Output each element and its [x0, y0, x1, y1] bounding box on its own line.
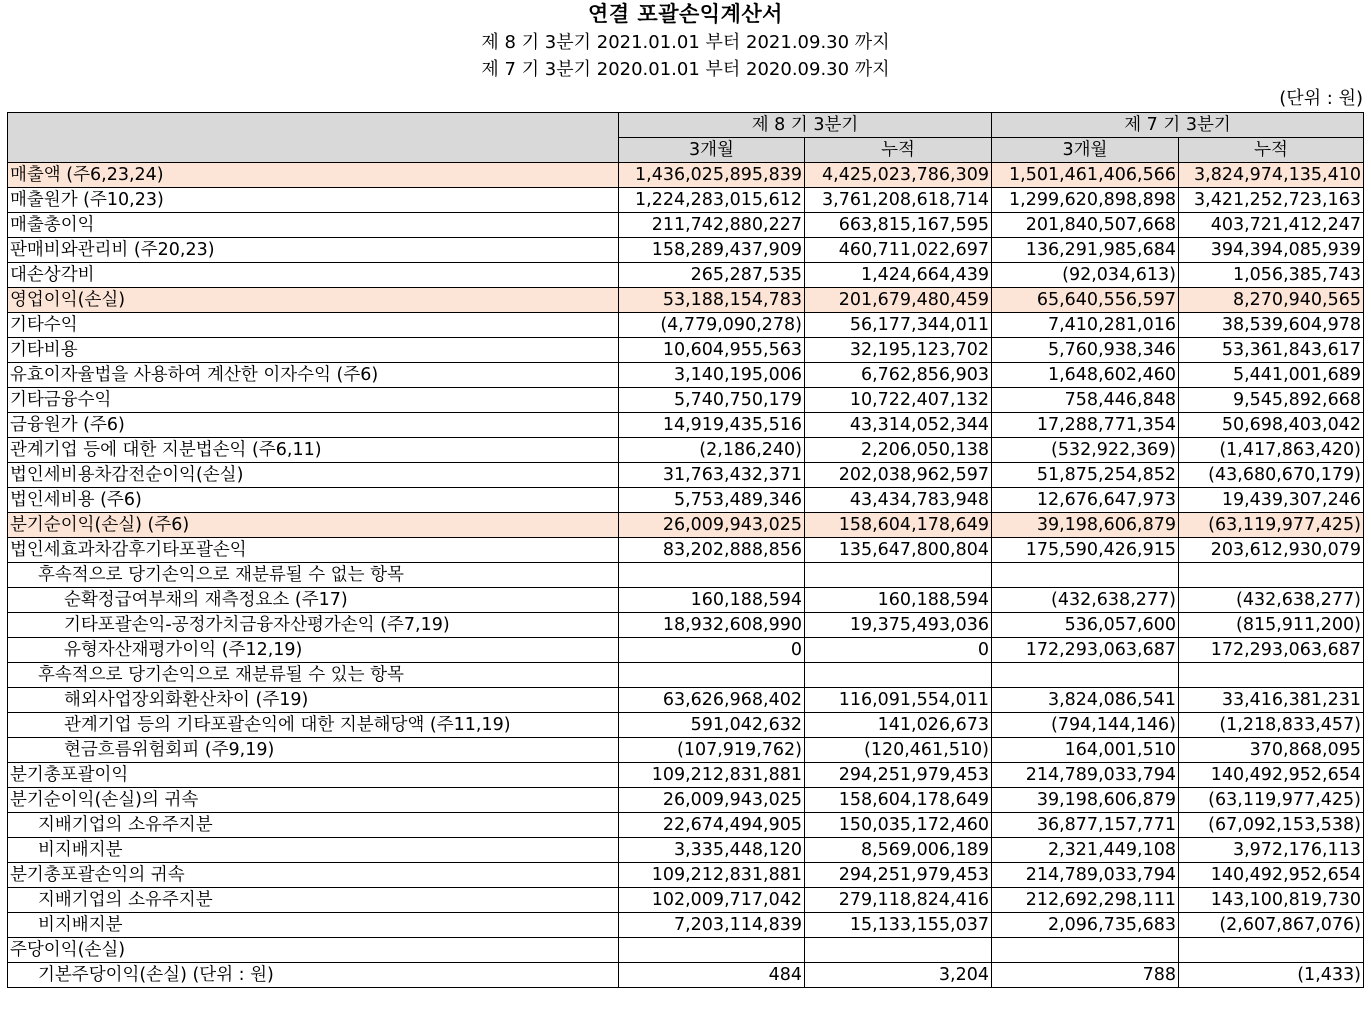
cell-current-cumulative: 10,722,407,132: [805, 388, 992, 413]
row-label: 해외사업장외화환산차이 (주19): [8, 688, 619, 713]
cell-prior-3m: (432,638,277): [992, 588, 1179, 613]
cell-current-3m: 83,202,888,856: [619, 538, 805, 563]
table-row: [8, 163, 1364, 188]
cell-current-cumulative: 294,251,979,453: [805, 863, 992, 888]
cell-prior-3m: 788: [992, 963, 1179, 988]
cell-current-cumulative: 3,761,208,618,714: [805, 188, 992, 213]
table-row: [8, 788, 1364, 813]
row-label: 분기총포괄손익의 귀속: [8, 863, 619, 888]
cell-current-cumulative: 663,815,167,595: [805, 213, 992, 238]
cell-prior-cumulative: 370,868,095: [1179, 738, 1364, 763]
row-label: 후속적으로 당기손익으로 재분류될 수 없는 항목: [8, 563, 619, 588]
cell-prior-cumulative: (432,638,277): [1179, 588, 1364, 613]
cell-current-3m: 591,042,632: [619, 713, 805, 738]
cell-current-3m: 265,287,535: [619, 263, 805, 288]
row-label: 비지배지분: [8, 913, 619, 938]
cell-prior-cumulative: 3,824,974,135,410: [1179, 163, 1364, 188]
header-prior-3m: 3개월: [992, 138, 1179, 163]
cell-prior-3m: 3,824,086,541: [992, 688, 1179, 713]
cell-prior-cumulative: (63,119,977,425): [1179, 788, 1364, 813]
cell-prior-3m: 201,840,507,668: [992, 213, 1179, 238]
cell-current-3m: 109,212,831,881: [619, 863, 805, 888]
header-prior-cumulative: 누적: [1179, 138, 1364, 163]
cell-current-cumulative: [805, 563, 992, 588]
row-label: 분기순이익(손실) (주6): [8, 513, 619, 538]
table-row: [8, 288, 1364, 313]
cell-current-cumulative: 3,204: [805, 963, 992, 988]
cell-prior-3m: [992, 938, 1179, 963]
header-blank: [8, 113, 619, 163]
cell-current-cumulative: 0: [805, 638, 992, 663]
cell-current-3m: 158,289,437,909: [619, 238, 805, 263]
cell-current-3m: 109,212,831,881: [619, 763, 805, 788]
cell-current-3m: 1,224,283,015,612: [619, 188, 805, 213]
row-label: 법인세비용 (주6): [8, 488, 619, 513]
cell-prior-3m: 1,299,620,898,898: [992, 188, 1179, 213]
table-row: [8, 763, 1364, 788]
table-row: [8, 263, 1364, 288]
table-row: [8, 888, 1364, 913]
cell-current-cumulative: 15,133,155,037: [805, 913, 992, 938]
row-label: 관계기업 등에 대한 지분법손익 (주6,11): [8, 438, 619, 463]
cell-prior-cumulative: 8,270,940,565: [1179, 288, 1364, 313]
cell-prior-cumulative: (43,680,670,179): [1179, 463, 1364, 488]
row-label: 매출원가 (주10,23): [8, 188, 619, 213]
table-row: [8, 938, 1364, 963]
header-row-groups: [8, 113, 1364, 138]
cell-prior-cumulative: (1,218,833,457): [1179, 713, 1364, 738]
table-row: [8, 613, 1364, 638]
cell-current-3m: 31,763,432,371: [619, 463, 805, 488]
cell-current-cumulative: 202,038,962,597: [805, 463, 992, 488]
cell-current-cumulative: [805, 663, 992, 688]
cell-prior-cumulative: 394,394,085,939: [1179, 238, 1364, 263]
cell-current-cumulative: 294,251,979,453: [805, 763, 992, 788]
cell-prior-3m: 39,198,606,879: [992, 788, 1179, 813]
cell-prior-cumulative: 140,492,952,654: [1179, 863, 1364, 888]
row-label: 판매비와관리비 (주20,23): [8, 238, 619, 263]
cell-current-cumulative: 135,647,800,804: [805, 538, 992, 563]
cell-prior-3m: 39,198,606,879: [992, 513, 1179, 538]
row-label: 주당이익(손실): [8, 938, 619, 963]
cell-prior-cumulative: (63,119,977,425): [1179, 513, 1364, 538]
cell-prior-cumulative: 5,441,001,689: [1179, 363, 1364, 388]
cell-current-3m: 5,740,750,179: [619, 388, 805, 413]
row-label: 기타금융수익: [8, 388, 619, 413]
cell-current-cumulative: [805, 938, 992, 963]
cell-prior-3m: 2,321,449,108: [992, 838, 1179, 863]
cell-prior-cumulative: (2,607,867,076): [1179, 913, 1364, 938]
cell-prior-cumulative: 140,492,952,654: [1179, 763, 1364, 788]
cell-current-cumulative: 19,375,493,036: [805, 613, 992, 638]
cell-prior-cumulative: (67,092,153,538): [1179, 813, 1364, 838]
row-label: 기타포괄손익-공정가치금융자산평가손익 (주7,19): [8, 613, 619, 638]
cell-prior-cumulative: [1179, 563, 1364, 588]
cell-current-3m: 26,009,943,025: [619, 513, 805, 538]
cell-current-3m: (107,919,762): [619, 738, 805, 763]
table-row: [8, 463, 1364, 488]
table-row: [8, 438, 1364, 463]
cell-prior-3m: [992, 563, 1179, 588]
cell-current-cumulative: 43,434,783,948: [805, 488, 992, 513]
table-row: [8, 713, 1364, 738]
cell-prior-3m: 2,096,735,683: [992, 913, 1179, 938]
table-row: [8, 838, 1364, 863]
cell-prior-cumulative: (1,433): [1179, 963, 1364, 988]
cell-prior-cumulative: [1179, 663, 1364, 688]
cell-current-3m: 211,742,880,227: [619, 213, 805, 238]
cell-prior-cumulative: 19,439,307,246: [1179, 488, 1364, 513]
cell-current-cumulative: 279,118,824,416: [805, 888, 992, 913]
cell-prior-cumulative: 9,545,892,668: [1179, 388, 1364, 413]
cell-prior-3m: 536,057,600: [992, 613, 1179, 638]
row-label: 현금흐름위험회피 (주9,19): [8, 738, 619, 763]
cell-prior-cumulative: 203,612,930,079: [1179, 538, 1364, 563]
row-label: 법인세효과차감후기타포괄손익: [8, 538, 619, 563]
cell-prior-3m: 164,001,510: [992, 738, 1179, 763]
cell-prior-3m: (92,034,613): [992, 263, 1179, 288]
cell-current-cumulative: 2,206,050,138: [805, 438, 992, 463]
cell-current-cumulative: 43,314,052,344: [805, 413, 992, 438]
cell-current-cumulative: 6,762,856,903: [805, 363, 992, 388]
row-label: 유효이자율법을 사용하여 계산한 이자수익 (주6): [8, 363, 619, 388]
cell-prior-3m: 5,760,938,346: [992, 338, 1179, 363]
period-current: 제 8 기 3분기 2021.01.01 부터 2021.09.30 까지: [481, 32, 890, 53]
cell-current-3m: 26,009,943,025: [619, 788, 805, 813]
cell-current-cumulative: 160,188,594: [805, 588, 992, 613]
cell-current-3m: 0: [619, 638, 805, 663]
cell-prior-cumulative: 172,293,063,687: [1179, 638, 1364, 663]
cell-prior-3m: 65,640,556,597: [992, 288, 1179, 313]
table-row: [8, 388, 1364, 413]
table-row: [8, 313, 1364, 338]
table-row: [8, 413, 1364, 438]
cell-current-3m: (4,779,090,278): [619, 313, 805, 338]
header-current-3m: 3개월: [619, 138, 805, 163]
table-row: [8, 213, 1364, 238]
table-row: [8, 963, 1364, 988]
period-prior: 제 7 기 3분기 2020.01.01 부터 2020.09.30 까지: [481, 59, 890, 80]
cell-prior-cumulative: (1,417,863,420): [1179, 438, 1364, 463]
row-label: 기타수익: [8, 313, 619, 338]
cell-prior-cumulative: 3,421,252,723,163: [1179, 188, 1364, 213]
cell-prior-cumulative: (815,911,200): [1179, 613, 1364, 638]
cell-current-3m: 3,335,448,120: [619, 838, 805, 863]
cell-current-3m: [619, 938, 805, 963]
cell-current-cumulative: (120,461,510): [805, 738, 992, 763]
table-row: [8, 688, 1364, 713]
cell-prior-3m: 175,590,426,915: [992, 538, 1179, 563]
cell-prior-cumulative: 50,698,403,042: [1179, 413, 1364, 438]
row-label: 금융원가 (주6): [8, 413, 619, 438]
row-label: 유형자산재평가이익 (주12,19): [8, 638, 619, 663]
cell-prior-3m: 36,877,157,771: [992, 813, 1179, 838]
header-period-prior: 제 7 기 3분기: [992, 113, 1364, 138]
cell-prior-cumulative: 143,100,819,730: [1179, 888, 1364, 913]
cell-current-cumulative: 56,177,344,011: [805, 313, 992, 338]
row-label: 매출총이익: [8, 213, 619, 238]
table-body: [8, 163, 1364, 988]
row-label: 분기순이익(손실)의 귀속: [8, 788, 619, 813]
table-row: [8, 588, 1364, 613]
row-label: 기타비용: [8, 338, 619, 363]
cell-current-3m: 160,188,594: [619, 588, 805, 613]
row-label: 순확정급여부채의 재측정요소 (주17): [8, 588, 619, 613]
cell-prior-cumulative: 53,361,843,617: [1179, 338, 1364, 363]
cell-prior-3m: 136,291,985,684: [992, 238, 1179, 263]
cell-prior-3m: 758,446,848: [992, 388, 1179, 413]
cell-current-cumulative: 141,026,673: [805, 713, 992, 738]
row-label: 지배기업의 소유주지분: [8, 813, 619, 838]
cell-current-3m: 22,674,494,905: [619, 813, 805, 838]
cell-prior-3m: 214,789,033,794: [992, 863, 1179, 888]
unit-label: (단위 : 원): [1279, 88, 1363, 109]
cell-current-cumulative: 1,424,664,439: [805, 263, 992, 288]
cell-current-3m: 7,203,114,839: [619, 913, 805, 938]
row-label: 분기총포괄이익: [8, 763, 619, 788]
row-label: 관계기업 등의 기타포괄손익에 대한 지분해당액 (주11,19): [8, 713, 619, 738]
row-label: 후속적으로 당기손익으로 재분류될 수 있는 항목: [8, 663, 619, 688]
cell-current-3m: [619, 563, 805, 588]
cell-current-3m: (2,186,240): [619, 438, 805, 463]
table-row: [8, 913, 1364, 938]
cell-current-3m: 5,753,489,346: [619, 488, 805, 513]
table-row: [8, 738, 1364, 763]
cell-current-3m: 1,436,025,895,839: [619, 163, 805, 188]
table-row: [8, 813, 1364, 838]
cell-prior-cumulative: 403,721,412,247: [1179, 213, 1364, 238]
cell-current-cumulative: 460,711,022,697: [805, 238, 992, 263]
income-statement-table: [7, 112, 1364, 988]
cell-current-cumulative: 150,035,172,460: [805, 813, 992, 838]
cell-prior-3m: 172,293,063,687: [992, 638, 1179, 663]
cell-prior-cumulative: 38,539,604,978: [1179, 313, 1364, 338]
cell-current-3m: 102,009,717,042: [619, 888, 805, 913]
cell-current-cumulative: 8,569,006,189: [805, 838, 992, 863]
row-label: 영업이익(손실): [8, 288, 619, 313]
row-label: 대손상각비: [8, 263, 619, 288]
cell-prior-3m: 214,789,033,794: [992, 763, 1179, 788]
cell-prior-cumulative: [1179, 938, 1364, 963]
row-label: 법인세비용차감전순이익(손실): [8, 463, 619, 488]
cell-prior-cumulative: 1,056,385,743: [1179, 263, 1364, 288]
cell-current-cumulative: 158,604,178,649: [805, 788, 992, 813]
cell-current-cumulative: 116,091,554,011: [805, 688, 992, 713]
cell-current-3m: [619, 663, 805, 688]
table-row: [8, 538, 1364, 563]
cell-prior-3m: 7,410,281,016: [992, 313, 1179, 338]
cell-current-3m: 484: [619, 963, 805, 988]
table-row: [8, 663, 1364, 688]
header-current-cumulative: 누적: [805, 138, 992, 163]
cell-prior-cumulative: 33,416,381,231: [1179, 688, 1364, 713]
table-row: [8, 188, 1364, 213]
row-label: 지배기업의 소유주지분: [8, 888, 619, 913]
table-row: [8, 863, 1364, 888]
cell-prior-3m: (794,144,146): [992, 713, 1179, 738]
cell-current-3m: 53,188,154,783: [619, 288, 805, 313]
cell-prior-3m: 1,648,602,460: [992, 363, 1179, 388]
cell-prior-cumulative: 3,972,176,113: [1179, 838, 1364, 863]
cell-current-3m: 14,919,435,516: [619, 413, 805, 438]
table-row: [8, 638, 1364, 663]
cell-current-cumulative: 4,425,023,786,309: [805, 163, 992, 188]
cell-current-cumulative: 32,195,123,702: [805, 338, 992, 363]
table-row: [8, 488, 1364, 513]
row-label: 매출액 (주6,23,24): [8, 163, 619, 188]
cell-current-cumulative: 201,679,480,459: [805, 288, 992, 313]
cell-prior-3m: 51,875,254,852: [992, 463, 1179, 488]
table-row: [8, 238, 1364, 263]
cell-prior-3m: 212,692,298,111: [992, 888, 1179, 913]
cell-prior-3m: 12,676,647,973: [992, 488, 1179, 513]
cell-current-3m: 63,626,968,402: [619, 688, 805, 713]
cell-prior-3m: (532,922,369): [992, 438, 1179, 463]
cell-current-3m: 10,604,955,563: [619, 338, 805, 363]
cell-prior-3m: [992, 663, 1179, 688]
table-row: [8, 513, 1364, 538]
row-label: 기본주당이익(손실) (단위 : 원): [8, 963, 619, 988]
cell-current-3m: 3,140,195,006: [619, 363, 805, 388]
table-row: [8, 338, 1364, 363]
cell-prior-3m: 17,288,771,354: [992, 413, 1179, 438]
statement-title: 연결 포괄손익계산서: [588, 2, 783, 26]
cell-prior-3m: 1,501,461,406,566: [992, 163, 1179, 188]
header-period-current: 제 8 기 3분기: [619, 113, 992, 138]
cell-current-3m: 18,932,608,990: [619, 613, 805, 638]
cell-current-cumulative: 158,604,178,649: [805, 513, 992, 538]
table-row: [8, 363, 1364, 388]
row-label: 비지배지분: [8, 838, 619, 863]
table-row: [8, 563, 1364, 588]
